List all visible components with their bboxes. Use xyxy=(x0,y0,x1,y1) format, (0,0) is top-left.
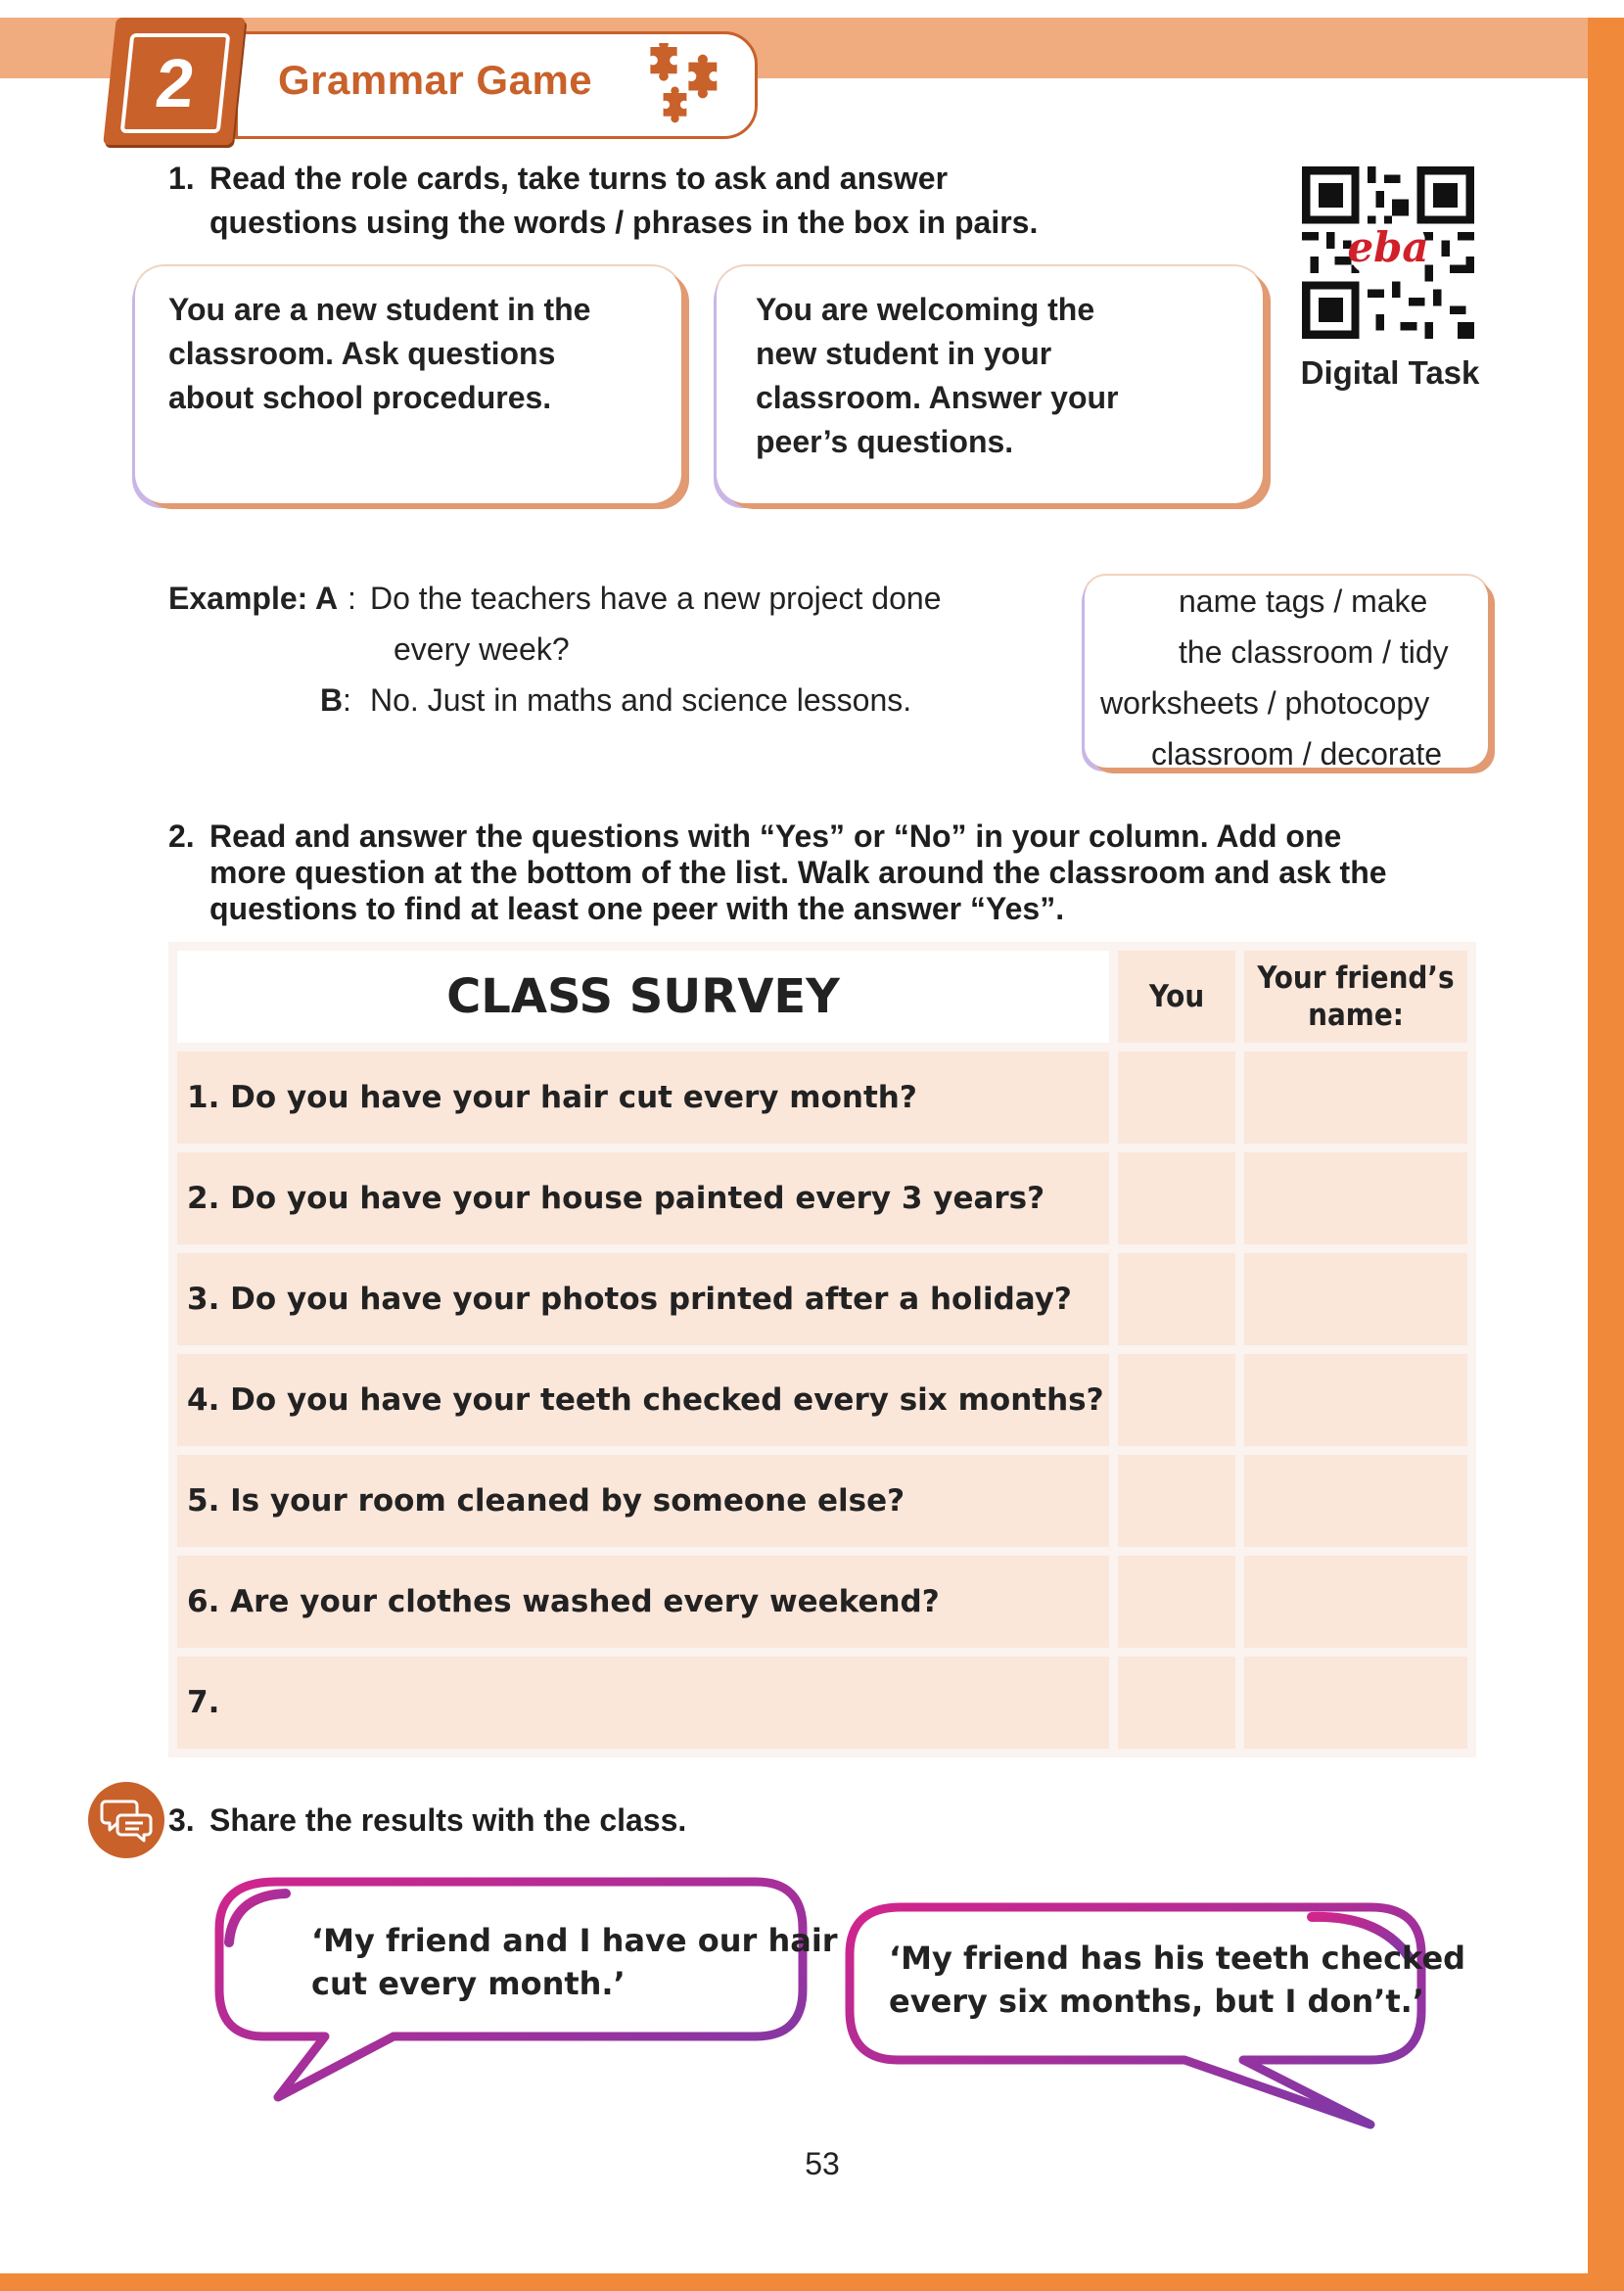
friend-name-cell[interactable] xyxy=(1244,1455,1467,1547)
task2-instruction-line: questions to find at least one peer with the answer “Yes”. xyxy=(209,891,1065,926)
task2-instruction-line: Read and answer the questions with “Yes” or “No” in your column. Add one xyxy=(209,818,1342,854)
survey-question: 2. Do you have your house painted every 3 years? xyxy=(177,1152,1109,1244)
survey-question: 6. Are your clothes washed every weekend? xyxy=(177,1556,1109,1648)
task3-instruction: Share the results with the class. xyxy=(209,1802,687,1838)
section-title: Grammar Game xyxy=(278,57,593,103)
survey-question: 3. Do you have your photos printed after a holiday? xyxy=(177,1253,1109,1345)
speech-bubble-line: ‘My friend has his teeth checked xyxy=(889,1940,1466,1977)
you-answer-cell[interactable] xyxy=(1118,1354,1235,1446)
friend-name-cell[interactable] xyxy=(1244,1556,1467,1648)
example-colon-a: : xyxy=(348,581,356,616)
example-colon-b: : xyxy=(343,682,351,718)
role-card-student xyxy=(135,266,681,503)
table-row xyxy=(177,1052,1467,1144)
survey-question: 4. Do you have your teeth checked every six months? xyxy=(177,1354,1109,1446)
speaking-chat-icon xyxy=(88,1782,164,1858)
word-box-item: classroom / decorate xyxy=(1151,736,1443,771)
puzzle-icon xyxy=(644,43,728,125)
speech-bubble-line: ‘My friend and I have our hair xyxy=(311,1922,838,1959)
task1-instruction-line: Read the role cards, take turns to ask and answer xyxy=(209,161,949,196)
speech-bubble-line: cut every month.’ xyxy=(311,1965,626,2002)
task2-instruction-line: more question at the bottom of the list. Walk around the classroom and ask the xyxy=(209,855,1387,890)
table-row xyxy=(177,1657,1467,1749)
survey-title: CLASS SURVEY xyxy=(177,951,1109,1043)
word-box-item: the classroom / tidy xyxy=(1179,634,1449,670)
speech-bubble-1-text xyxy=(311,1919,838,2005)
friend-name-cell[interactable] xyxy=(1244,1657,1467,1749)
example-a xyxy=(370,573,997,675)
column-friend-name xyxy=(1244,951,1467,1043)
survey-question: 5. Is your room cleaned by someone else? xyxy=(177,1455,1109,1547)
speech-bubble-2-text xyxy=(889,1937,1465,2023)
table-row xyxy=(177,1354,1467,1446)
you-answer-cell[interactable] xyxy=(1118,1556,1235,1648)
page-number: 53 xyxy=(805,2146,840,2181)
example-a-line: every week? xyxy=(394,631,570,667)
column-friend-name-line: Your friend’s xyxy=(1257,960,1455,996)
task1-instruction-line: questions using the words / phrases in the box in pairs. xyxy=(209,205,1039,240)
example-a-line: Do the teachers have a new project done xyxy=(370,581,942,616)
unit-number: 2 xyxy=(120,33,231,133)
you-answer-cell[interactable] xyxy=(1118,1152,1235,1244)
table-row xyxy=(177,1152,1467,1244)
bottom-border xyxy=(0,2273,1624,2291)
task3-number: 3. xyxy=(168,1802,195,1838)
task1-instruction xyxy=(209,157,1247,245)
role-card-text: peer’s questions. xyxy=(756,424,1014,459)
right-border xyxy=(1588,18,1624,2291)
table-row xyxy=(177,1253,1467,1345)
role-card-text: about school procedures. xyxy=(168,380,552,415)
speech-bubble-line: every six months, but I don’t.’ xyxy=(889,1983,1424,2020)
word-box xyxy=(1085,576,1488,771)
you-answer-cell[interactable] xyxy=(1118,1253,1235,1345)
friend-name-cell[interactable] xyxy=(1244,1253,1467,1345)
role-card-text: new student in your xyxy=(756,336,1052,371)
friend-name-cell[interactable] xyxy=(1244,1152,1467,1244)
table-header-row xyxy=(177,951,1467,1043)
role-card-welcomer xyxy=(717,266,1263,503)
word-box-item: worksheets / photocopy xyxy=(1100,685,1430,721)
word-box-item: name tags / make xyxy=(1179,584,1428,619)
task2-number: 2. xyxy=(168,818,195,854)
you-answer-cell[interactable] xyxy=(1118,1657,1235,1749)
column-you: You xyxy=(1118,951,1235,1043)
friend-name-cell[interactable] xyxy=(1244,1354,1467,1446)
table-row xyxy=(177,1556,1467,1648)
role-card-text: classroom. Ask questions xyxy=(168,336,556,371)
role-card-text: You are welcoming the xyxy=(756,292,1095,327)
digital-task-label[interactable]: Digital Task xyxy=(1300,354,1480,391)
table-row xyxy=(177,1455,1467,1547)
task1-number: 1. xyxy=(168,161,195,196)
role-card-text: You are a new student in the xyxy=(168,292,591,327)
you-answer-cell[interactable] xyxy=(1118,1052,1235,1144)
example-b: No. Just in maths and science lessons. xyxy=(370,682,912,718)
column-friend-name-line: name: xyxy=(1308,998,1404,1033)
qr-code-icon[interactable] xyxy=(1302,166,1474,339)
class-survey-table xyxy=(168,942,1476,1757)
example-b-label: B xyxy=(320,682,344,718)
friend-name-cell[interactable] xyxy=(1244,1052,1467,1144)
example-label: Example: A xyxy=(168,581,339,616)
survey-question: 1. Do you have your hair cut every month? xyxy=(177,1052,1109,1144)
qr-logo: eba xyxy=(1347,223,1429,272)
role-card-text: classroom. Answer your xyxy=(756,380,1119,415)
task2-instruction xyxy=(209,818,1482,927)
you-answer-cell[interactable] xyxy=(1118,1455,1235,1547)
survey-question-blank[interactable]: 7. xyxy=(177,1657,1109,1749)
